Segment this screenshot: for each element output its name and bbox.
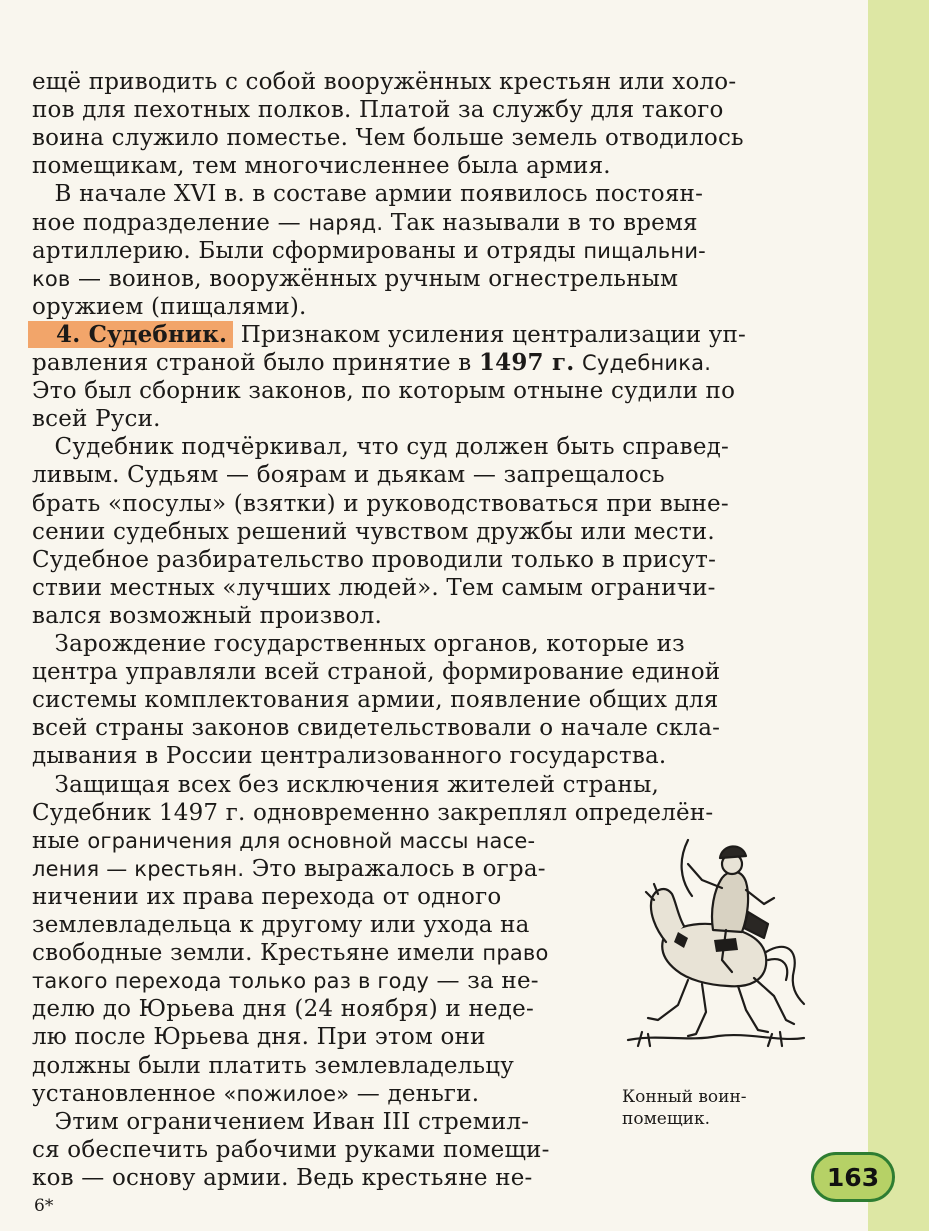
text-segment: Этим ограничением Иван III стремил- [32, 1108, 530, 1135]
text-line [32, 939, 549, 967]
text-line [32, 490, 729, 518]
text-segment: Судебник 1497 г. одновременно закреплял определён- [32, 799, 714, 826]
text-segment: Защищая всех без исключения жителей страны, [32, 771, 660, 798]
text-segment: дывания в России централизованного государства. [32, 743, 667, 770]
text-segment: — за не- [429, 968, 539, 995]
text-segment: артиллерию. Были сформированы и отряды [32, 237, 584, 264]
text-segment: Судебное разбирательство проводили только в присут- [32, 546, 717, 573]
text-line [32, 827, 535, 855]
text-segment: наряд. [308, 210, 384, 235]
text-segment: равления страной было принятие в [32, 350, 479, 376]
text-line [32, 293, 307, 321]
text-segment: свободные земли. Крестьяне имели [32, 940, 483, 967]
text-line [32, 658, 720, 686]
text-segment: системы комплектования армии, появление общих для [32, 687, 719, 714]
text-line [32, 124, 744, 152]
text-line [32, 602, 382, 630]
text-segment: вался возможный произвол. [32, 602, 382, 629]
text-segment: «пожилое» [223, 1081, 350, 1106]
text-line [32, 630, 685, 658]
text-line [32, 995, 534, 1023]
text-line [32, 574, 716, 602]
text-segment: центра управляли всей страной, формирование единой [32, 659, 721, 686]
text-line [32, 771, 659, 799]
text-line [32, 883, 501, 911]
page-edge-band [868, 0, 929, 1231]
text-segment: воина служило поместье. Чем больше земель отводилось [32, 125, 744, 152]
text-segment: пов для пехотных полков. Платой за службу для такого [32, 97, 724, 124]
text-line [32, 321, 746, 349]
page-number-badge [811, 1152, 895, 1202]
text-segment: такого перехода только раз в году [32, 969, 430, 994]
text-line [32, 1052, 514, 1080]
text-line [32, 237, 706, 265]
horseman-illustration [618, 820, 808, 1050]
text-line [32, 405, 161, 433]
page-number: 163 [826, 1162, 880, 1192]
text-line [32, 714, 720, 742]
text-segment: всей Руси. [32, 406, 161, 433]
text-line [32, 1080, 479, 1108]
text-line [32, 799, 713, 827]
text-segment: пищальни- [583, 238, 706, 263]
text-line [32, 518, 715, 546]
text-segment: сении судебных решений чувством дружбы или мести. [32, 518, 715, 545]
text-line [32, 911, 530, 939]
text-segment: ничении их права перехода от одного [32, 883, 502, 910]
text-line [32, 546, 716, 574]
text-segment: Судебника. [581, 351, 712, 375]
text-segment: землевладельца к другому или ухода на [32, 912, 530, 938]
text-segment: ся обеспечить рабочими руками помещи- [32, 1136, 550, 1163]
text-line [32, 265, 678, 293]
text-segment: 1497 г. [478, 349, 575, 376]
text-line [32, 152, 611, 180]
text-line [32, 433, 729, 461]
text-line [32, 461, 665, 489]
caption-line: помещик. [622, 1109, 711, 1129]
text-segment: Зарождение государственных органов, которые из [32, 631, 685, 657]
text-line [32, 349, 711, 377]
text-line [32, 377, 735, 405]
text-segment: помещикам, тем многочисленнее была армия. [32, 153, 611, 180]
text-segment: ков [32, 266, 71, 291]
text-segment: делю до Юрьева дня (24 ноября) и неде- [32, 996, 534, 1023]
text-line [32, 1108, 529, 1136]
text-segment: ливым. Судьям — боярам и дьякам — запрещалось [32, 462, 665, 489]
caption-line: Конный воин- [622, 1087, 747, 1107]
text-segment: брать «посулы» (взятки) и руководствоваться при выне- [32, 490, 729, 517]
text-line [32, 68, 736, 96]
text-segment: право [482, 941, 549, 966]
text-segment: лю после Юрьева дня. При этом они [32, 1024, 486, 1051]
text-segment: ное подразделение — [32, 209, 309, 236]
text-segment: Признаком усиления централизации уп- [233, 321, 747, 348]
text-segment: ные [32, 827, 88, 854]
text-segment: — воинов, вооружённых ручным огнестрельным [70, 265, 679, 292]
text-segment: всей страны законов свидетельствовали о начале скла- [32, 715, 721, 742]
text-line [32, 1136, 550, 1164]
text-segment: Это был сборник законов, по которым отныне судили по [32, 378, 736, 405]
text-segment: ков — основу армии. Ведь крестьяне не- [32, 1164, 533, 1191]
section-heading: 4. Судебник. [28, 321, 233, 348]
text-segment: установленное [32, 1080, 224, 1107]
text-segment: должны были платить землевладельцу [32, 1052, 514, 1079]
text-segment: — деньги. [349, 1080, 480, 1107]
text-segment: Это выражалось в огра- [244, 855, 546, 882]
text-segment: Так называли в то время [383, 209, 698, 236]
text-segment: Судебник подчёркивал, что суд должен быть справед- [32, 434, 729, 461]
text-line [32, 855, 546, 883]
text-segment [574, 350, 582, 376]
text-line [32, 1164, 533, 1192]
text-line [32, 686, 719, 714]
text-line [32, 96, 724, 124]
text-line [32, 209, 698, 237]
text-segment: ограничения для основной массы насе- [87, 828, 536, 853]
signature-mark: 6* [34, 1196, 54, 1216]
text-segment: В начале XVI в. в составе армии появилось постоян- [32, 181, 704, 208]
text-line [32, 180, 703, 208]
text-line [32, 967, 539, 995]
text-segment: оружием (пищалями). [32, 293, 307, 320]
text-line [32, 1023, 486, 1051]
text-segment: ещё приводить с собой вооружённых крестьян или холо- [32, 69, 737, 95]
text-line [32, 742, 666, 770]
text-segment: ления — крестьян. [32, 856, 245, 881]
illustration-caption [622, 1086, 747, 1130]
text-segment: ствии местных «лучших людей». Тем самым ограничи- [32, 574, 716, 601]
